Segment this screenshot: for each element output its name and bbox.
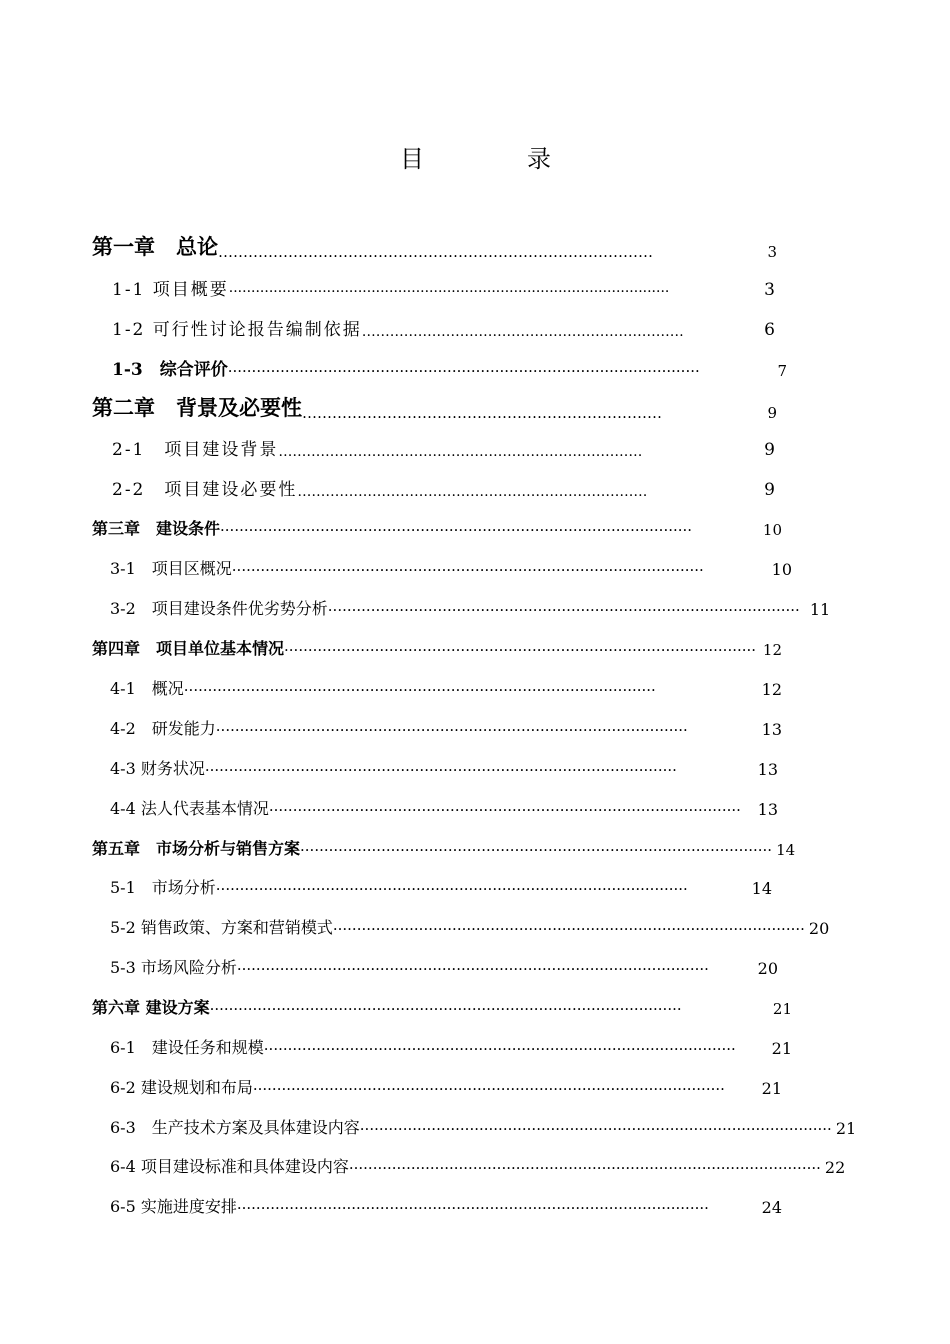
toc-page: 9 [764,440,777,460]
toc-section-5-3[interactable] [110,954,778,978]
toc-leader: ··································································································· [300,841,773,859]
toc-leader: …………………………………………………………………………… [218,243,653,261]
toc-section-3-2[interactable] [110,595,831,619]
toc-section-2-1[interactable] [112,434,777,460]
toc-leader: ··································································································· [327,601,800,619]
toc-leader: …………………………………………………………………… [278,444,643,460]
toc-page: 13 [761,720,782,739]
toc-label: 5-2 销售政策、方案和营销模式 [110,918,333,937]
toc-label: 4-4 法人代表基本情况 [110,799,269,818]
toc-section-3-1[interactable] [110,555,792,579]
toc-section-5-2[interactable] [110,914,830,938]
toc-leader: ··································································································· [215,880,688,898]
toc-label: 第五章 市场分析与销售方案 [92,839,301,858]
toc-page: 14 [776,841,796,859]
toc-page: 21 [761,1079,782,1098]
toc-leader: ··································································································· [183,681,656,699]
toc-page: 24 [761,1198,782,1217]
toc-label: 4-3 财务状况 [110,759,205,778]
toc-label: 6-4 项目建设标准和具体建设内容 [110,1157,349,1176]
toc-leader: ··································································································· [227,362,700,380]
toc-leader: ……………………………………………………………… [302,404,662,422]
toc-page: 12 [762,641,782,659]
toc-label: 6-3 生产技术方案及具体建设内容 [110,1118,360,1137]
toc-chapter-3[interactable] [92,515,782,539]
toc-label: 1-3 综合评价 [112,360,228,380]
toc-page: 21 [771,1039,792,1058]
toc-label: 6-1 建设任务和规模 [110,1038,264,1057]
toc-leader: ··································································································· [332,920,805,938]
toc-page: 3 [764,280,777,300]
toc-label: 4-1 概况 [110,679,184,698]
toc-section-4-2[interactable] [110,715,782,739]
toc-chapter-1[interactable] [92,231,777,261]
toc-page: 9 [767,404,777,422]
toc-label: 1-1 项目概要 [112,280,229,300]
toc-section-4-1[interactable] [110,675,782,699]
toc-page: 7 [777,362,787,380]
toc-label: 第二章 背景及必要性 [92,396,302,420]
toc-leader: ··································································································· [348,1159,821,1177]
toc-label: 第一章 总论 [92,235,218,259]
toc-section-1-3[interactable] [112,354,787,380]
toc-section-1-2[interactable] [112,314,777,340]
toc-page: 22 [824,1158,846,1177]
toc-section-6-1[interactable] [110,1034,792,1058]
toc-label: 2-2 项目建设必要性 [112,480,298,500]
toc-section-6-2[interactable] [110,1074,782,1098]
document-title [0,141,950,177]
toc-leader: ··································································································· [209,1000,682,1018]
toc-leader: ··································································································· [228,284,670,300]
toc-label: 6-5 实施进度安排 [110,1197,237,1216]
toc-chapter-5[interactable] [92,835,796,859]
toc-label: 1-2 可行性讨论报告编制依据 [112,320,362,340]
toc-section-6-5[interactable] [110,1193,782,1217]
toc-label: 第三章 建设条件 [92,519,221,538]
toc-section-6-3[interactable] [110,1114,857,1138]
toc-page: 21 [835,1119,857,1138]
toc-label: 第六章 建设方案 [92,998,210,1017]
toc-chapter-4[interactable] [92,635,782,659]
toc-page: 6 [764,320,777,340]
toc-page: 20 [757,959,778,978]
toc-chapter-2[interactable] [92,392,777,422]
toc-leader: ··································································································· [268,801,741,819]
toc-page: 9 [764,480,777,500]
toc-leader: ··································································································· [263,1040,736,1058]
toc-label: 6-2 建设规划和布局 [110,1078,253,1097]
toc-label: 4-2 研发能力 [110,719,216,738]
toc-section-1-1[interactable] [112,274,777,300]
toc-leader: ··································································································· [215,721,688,739]
toc-page: 13 [757,800,778,819]
toc-page: 14 [751,879,772,898]
toc-section-4-4[interactable] [110,795,778,819]
toc-leader: …………………………………………………………… [361,324,684,340]
toc-leader: ··································································································· [284,641,757,659]
toc-leader: ··································································································· [236,1199,709,1217]
title-char-right: 录 [527,145,551,173]
toc-page: 21 [772,1000,792,1018]
toc-page: 3 [767,243,777,261]
toc-section-2-2[interactable] [112,474,777,500]
toc-leader: ··································································································· [359,1120,832,1138]
toc-label: 3-1 项目区概况 [110,559,232,578]
toc-page: 10 [762,521,782,539]
toc-page: 10 [771,560,792,579]
toc-section-5-1[interactable] [110,874,772,898]
toc-label: 3-2 项目建设条件优劣势分析 [110,599,328,618]
toc-page: 12 [761,680,782,699]
toc-label: 2-1 项目建设背景 [112,440,279,460]
toc-label: 第四章 项目单位基本情况 [92,639,285,658]
toc-leader: ………………………………………………………………… [297,484,648,500]
toc-chapter-6[interactable] [92,994,792,1018]
toc-label: 5-1 市场分析 [110,878,216,897]
toc-leader: ··································································································· [252,1080,725,1098]
toc-leader: ··································································································· [231,561,704,579]
toc-page: 13 [757,760,778,779]
toc-leader: ··································································································· [236,960,709,978]
toc-page: 11 [809,600,831,619]
toc-leader: ··································································································· [204,761,677,779]
toc-page: 20 [808,919,830,938]
toc-label: 5-3 市场风险分析 [110,958,237,977]
toc-section-6-4[interactable] [110,1153,846,1177]
toc-section-4-3[interactable] [110,755,778,779]
toc-leader: ··································································································· [220,521,693,539]
title-char-left: 目 [400,145,424,173]
